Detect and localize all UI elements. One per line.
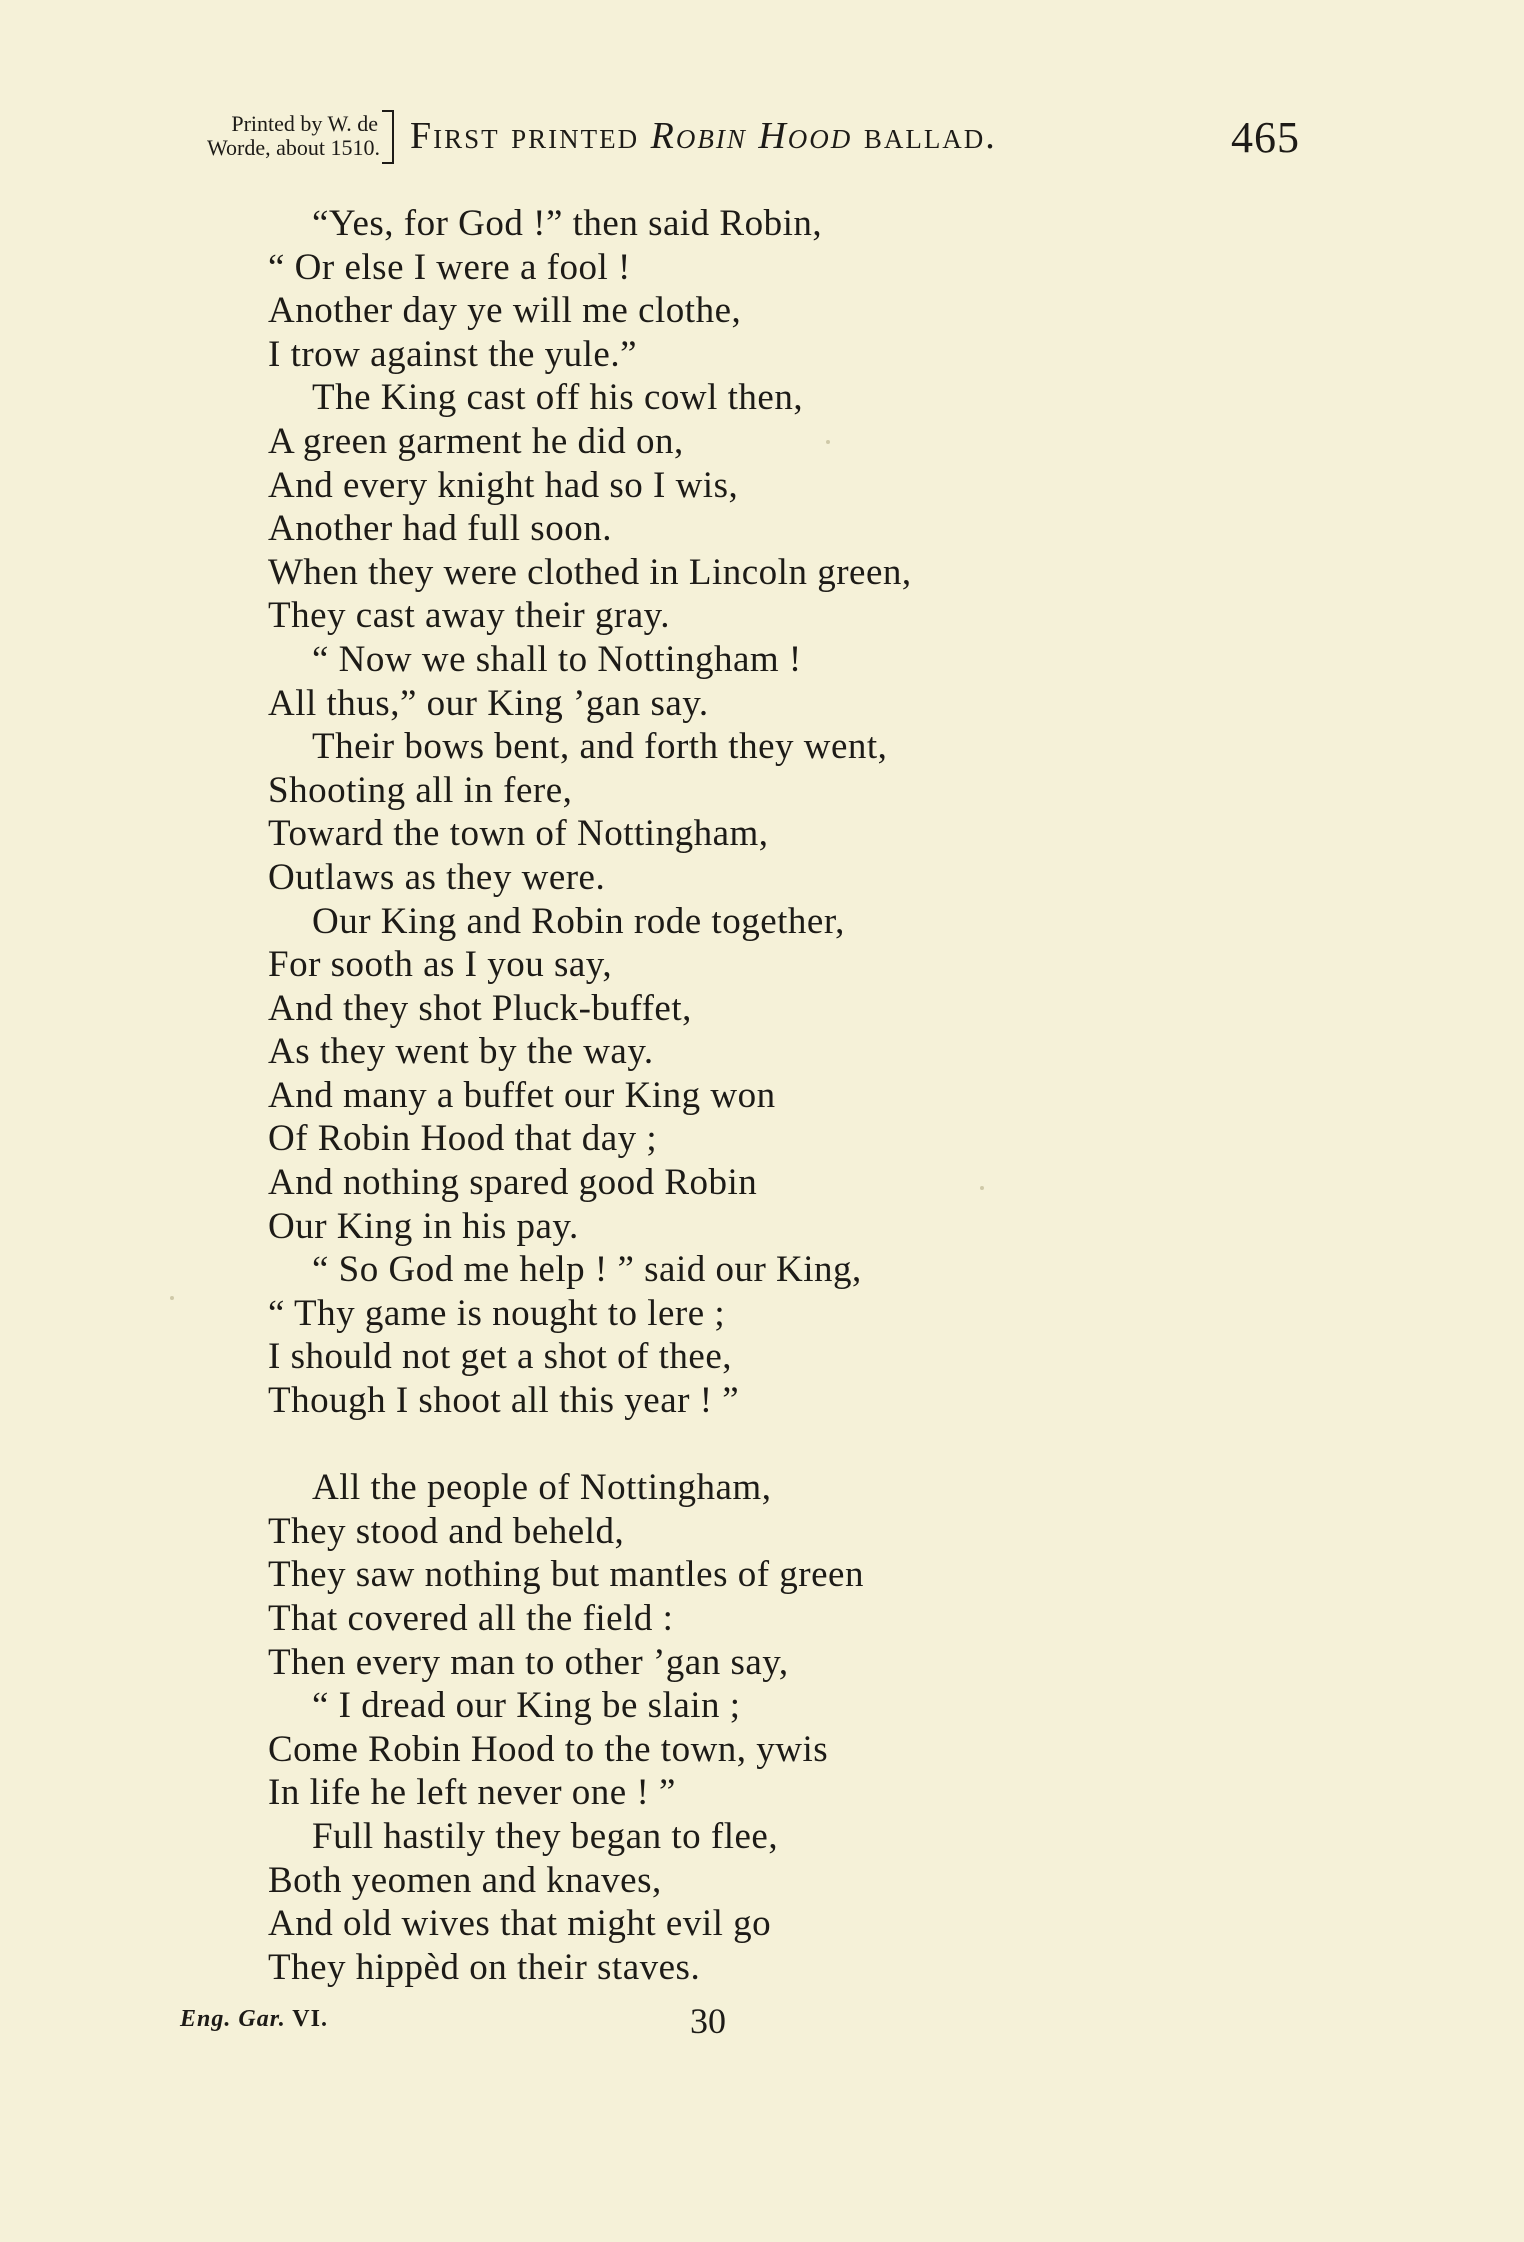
- poem-line: As they went by the way.: [268, 1031, 654, 1073]
- poem-line: Full hastily they began to flee,: [312, 1815, 779, 1857]
- poem-line: All the people of Nottingham,: [312, 1467, 772, 1509]
- page-number: 465: [1231, 113, 1300, 162]
- poem-line: Another had full soon.: [268, 508, 612, 550]
- poem-text: [268, 202, 1268, 1989]
- poem-line: “ Or else I were a fool !: [268, 246, 631, 288]
- side-note-bracket: [382, 110, 394, 164]
- poem-line: “ Thy game is nought to lere ;: [268, 1292, 726, 1334]
- poem-line: Outlaws as they were.: [268, 856, 606, 898]
- poem-line: And they shot Pluck-buffet,: [268, 987, 692, 1029]
- poem-line: “ So God me help ! ” said our King,: [312, 1249, 862, 1291]
- running-title: [410, 114, 997, 158]
- poem-line: The King cast off his cowl then,: [312, 377, 804, 419]
- poem-line: Both yeomen and knaves,: [268, 1859, 662, 1901]
- side-note-line-1: Printed by W. de: [231, 111, 378, 136]
- poem-line: Our King in his pay.: [268, 1205, 579, 1247]
- poem-line: They stood and beheld,: [268, 1510, 625, 1552]
- poem-line: Though I shoot all this year ! ”: [268, 1380, 740, 1422]
- poem-line: Toward the town of Nottingham,: [268, 813, 769, 855]
- paper-speck: [170, 1296, 174, 1300]
- poem-line: That covered all the field :: [268, 1598, 674, 1639]
- poem-line: They cast away their gray.: [268, 595, 671, 637]
- page-footer: [180, 2000, 780, 2040]
- poem-line: Come Robin Hood to the town, ywis: [268, 1728, 829, 1770]
- sheet-number: 30: [690, 2001, 726, 2041]
- poem-line: All thus,” our King ’gan say.: [268, 682, 709, 724]
- paper-speck: [826, 440, 830, 444]
- poem-line: They saw nothing but mantles of green: [268, 1554, 864, 1596]
- poem-line: They hippèd on their staves.: [268, 1946, 701, 1988]
- poem-line: I should not get a shot of thee,: [268, 1336, 733, 1378]
- poem-line: “Yes, for God !” then said Robin,: [312, 203, 823, 244]
- signature-mark: [180, 2006, 328, 2033]
- poem-line: “ Now we shall to Nottingham !: [312, 638, 802, 680]
- signature-roman: VI.: [285, 2006, 328, 2032]
- poem-line: For sooth as I you say,: [268, 944, 613, 986]
- poem-line: Of Robin Hood that day ;: [268, 1118, 658, 1160]
- poem-line: And old wives that might evil go: [268, 1903, 772, 1945]
- poem-line: Then every man to other ’gan say,: [268, 1641, 789, 1683]
- poem-line: And every knight had so I wis,: [268, 464, 739, 506]
- poem-line: Shooting all in fere,: [268, 769, 573, 811]
- poem-line: And many a buffet our King won: [268, 1074, 776, 1116]
- signature-italic: Eng. Gar.: [180, 2006, 286, 2032]
- poem-line: “ I dread our King be slain ;: [312, 1685, 741, 1727]
- running-title-end: ballad.: [852, 115, 997, 157]
- poem-line: Another day ye will me clothe,: [268, 290, 742, 332]
- running-title-italic: Robin Hood: [650, 115, 853, 157]
- paper-speck: [980, 1186, 984, 1190]
- running-header: [140, 108, 1300, 178]
- poem-line: Their bows bent, and forth they went,: [312, 726, 888, 768]
- poem-line: I trow against the yule.”: [268, 333, 638, 375]
- poem-line: In life he left never one ! ”: [268, 1772, 676, 1814]
- poem-line: A green garment he did on,: [268, 420, 684, 462]
- poem-line: When they were clothed in Lincoln green,: [268, 551, 912, 593]
- poem-line: And nothing spared good Robin: [268, 1162, 758, 1204]
- side-note: [140, 112, 380, 160]
- poem-line: Our King and Robin rode together,: [312, 900, 845, 942]
- stanza-gap: [268, 1423, 1268, 1467]
- running-title-start: First printed: [410, 115, 651, 157]
- side-note-line-2: Worde, about 1510.: [207, 135, 380, 160]
